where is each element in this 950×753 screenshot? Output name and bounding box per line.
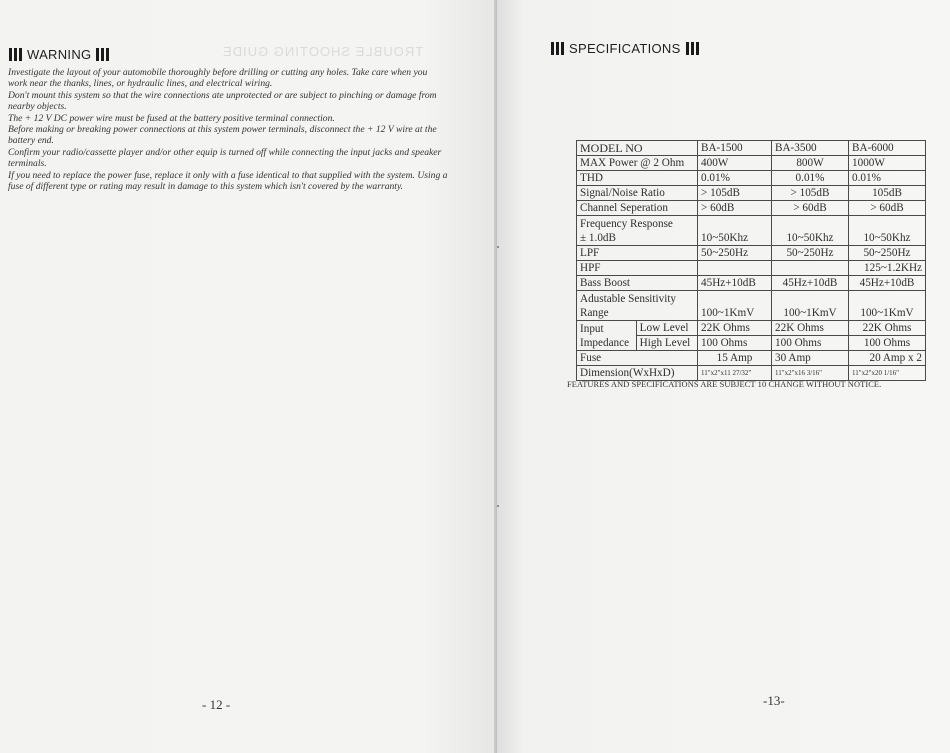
cell-value: 100~1KmV bbox=[772, 291, 849, 321]
specifications-note: FEATURES AND SPECIFICATIONS ARE SUBJECT 10 CHANGE WITHOUT NOTICE. bbox=[567, 380, 882, 389]
header-model: BA-6000 bbox=[849, 141, 926, 156]
cell-value: 125~1.2KHz bbox=[849, 261, 926, 276]
cell-value: 50~250Hz bbox=[772, 246, 849, 261]
warning-paragraph: Before making or breaking power connections at this system power terminals, disconnect the + 12 V wire at the battery end. bbox=[8, 124, 437, 147]
warning-paragraph: Don't mount this system so that the wire connections ate unprotected or are subject to pinching or damage from nearby objects. bbox=[8, 89, 437, 113]
cell-value: 22K Ohms bbox=[849, 321, 926, 336]
heading-bars-icon bbox=[9, 48, 22, 61]
warning-text bbox=[8, 67, 448, 192]
warning-paragraph: Confirm your radio/cassette player and/or other equip is turned off while connecting the input jacks and speaker terminals. bbox=[8, 146, 442, 170]
cell-value bbox=[698, 261, 772, 276]
row-label: THD bbox=[577, 171, 698, 186]
heading-bars-icon bbox=[551, 42, 564, 55]
cell-value: 1000W bbox=[849, 156, 926, 171]
cell-value: 10~50Khz bbox=[698, 216, 772, 246]
row-label: LPF bbox=[577, 246, 698, 261]
row-label: Impedance bbox=[577, 336, 637, 351]
cell-value: > 60dB bbox=[849, 201, 926, 216]
table-header-row bbox=[577, 141, 926, 156]
scan-speck bbox=[497, 246, 499, 248]
cell-value: 10~50Khz bbox=[849, 216, 926, 246]
cell-value: 10~50Khz bbox=[772, 216, 849, 246]
cell-value: 11"x2"x20 1/16" bbox=[849, 366, 926, 381]
warning-heading bbox=[9, 47, 109, 62]
row-label bbox=[577, 291, 698, 321]
cell-value: 100 Ohms bbox=[772, 336, 849, 351]
row-label: Bass Boost bbox=[577, 276, 698, 291]
cell-value: 15 Amp bbox=[698, 351, 772, 366]
row-label-line: Frequency Response bbox=[580, 218, 673, 230]
table-row bbox=[577, 366, 926, 381]
row-label: MAX Power @ 2 Ohm bbox=[577, 156, 698, 171]
table-row bbox=[577, 201, 926, 216]
cell-value: 11"x2"x16 3/16" bbox=[772, 366, 849, 381]
table-row bbox=[577, 216, 926, 246]
row-label: Channel Seperation bbox=[577, 201, 698, 216]
row-label: Signal/Noise Ratio bbox=[577, 186, 698, 201]
cell-value: 20 Amp x 2 bbox=[849, 351, 926, 366]
row-label bbox=[577, 216, 698, 246]
sub-label: High Level bbox=[636, 336, 697, 351]
cell-value: 22K Ohms bbox=[772, 321, 849, 336]
cell-value: > 105dB bbox=[772, 186, 849, 201]
page-number-right: -13- bbox=[763, 693, 785, 708]
cell-value: 105dB bbox=[849, 186, 926, 201]
header-label: MODEL NO bbox=[577, 141, 698, 156]
cell-value: 100 Ohms bbox=[849, 336, 926, 351]
cell-value: > 105dB bbox=[698, 186, 772, 201]
table-row bbox=[577, 336, 926, 351]
table-row bbox=[577, 321, 926, 336]
specifications-heading bbox=[551, 41, 699, 56]
table-row bbox=[577, 351, 926, 366]
header-model: BA-3500 bbox=[772, 141, 849, 156]
bleed-through-text: TROUBLE SHOOTING GUIDE bbox=[222, 44, 424, 59]
heading-bars-icon bbox=[96, 48, 109, 61]
cell-value: 30 Amp bbox=[772, 351, 849, 366]
cell-value: 50~250Hz bbox=[849, 246, 926, 261]
warning-paragraph: If you need to replace the power fuse, replace it only with a fuse identical to that supplied with the system. Using a fuse of different type or rating may result in damage to this system which isn't covered by the warranty. bbox=[8, 169, 448, 193]
cell-value: > 60dB bbox=[772, 201, 849, 216]
warning-title: WARNING bbox=[27, 47, 92, 62]
table-row bbox=[577, 276, 926, 291]
cell-value: 100 Ohms bbox=[698, 336, 772, 351]
cell-value: 45Hz+10dB bbox=[849, 276, 926, 291]
cell-value: 50~250Hz bbox=[698, 246, 772, 261]
heading-bars-icon bbox=[686, 42, 699, 55]
row-label-line: Range bbox=[580, 307, 609, 319]
cell-value: 100~1KmV bbox=[698, 291, 772, 321]
specifications-title: SPECIFICATIONS bbox=[569, 41, 681, 56]
table-row bbox=[577, 156, 926, 171]
cell-value: 22K Ohms bbox=[698, 321, 772, 336]
scan-speck bbox=[497, 505, 499, 507]
row-label-line: Adustable Sensitivity bbox=[580, 293, 677, 305]
cell-value: 100~1KmV bbox=[849, 291, 926, 321]
table-row bbox=[577, 246, 926, 261]
sub-label: Low Level bbox=[636, 321, 697, 336]
row-label: HPF bbox=[577, 261, 698, 276]
row-label: Fuse bbox=[577, 351, 698, 366]
table-row bbox=[577, 291, 926, 321]
cell-value: 0.01% bbox=[698, 171, 772, 186]
cell-value: 0.01% bbox=[849, 171, 926, 186]
specifications-table bbox=[576, 140, 926, 381]
cell-value: 400W bbox=[698, 156, 772, 171]
cell-value: 0.01% bbox=[772, 171, 849, 186]
cell-value: 45Hz+10dB bbox=[772, 276, 849, 291]
cell-value: > 60dB bbox=[698, 201, 772, 216]
cell-value: 11"x2"x11 27/32" bbox=[698, 366, 772, 381]
row-label: Input bbox=[577, 321, 637, 336]
table-row bbox=[577, 186, 926, 201]
header-model: BA-1500 bbox=[698, 141, 772, 156]
row-label: Dimension(WxHxD) bbox=[577, 366, 698, 381]
warning-paragraph: Investigate the layout of your automobile thoroughly before drilling or cutting any holes. Take care when you work near the thanks, lines, or hydraulic lines, and electrical wiring. bbox=[8, 67, 428, 90]
table-row bbox=[577, 171, 926, 186]
cell-value: 800W bbox=[772, 156, 849, 171]
table-row bbox=[577, 261, 926, 276]
row-label-line: ± 1.0dB bbox=[580, 232, 616, 244]
page-number-left: - 12 - bbox=[202, 697, 231, 712]
cell-value: 45Hz+10dB bbox=[698, 276, 772, 291]
cell-value bbox=[772, 261, 849, 276]
warning-paragraph: The + 12 V DC power wire must be fused at the battery positive terminal connection. bbox=[8, 112, 335, 124]
